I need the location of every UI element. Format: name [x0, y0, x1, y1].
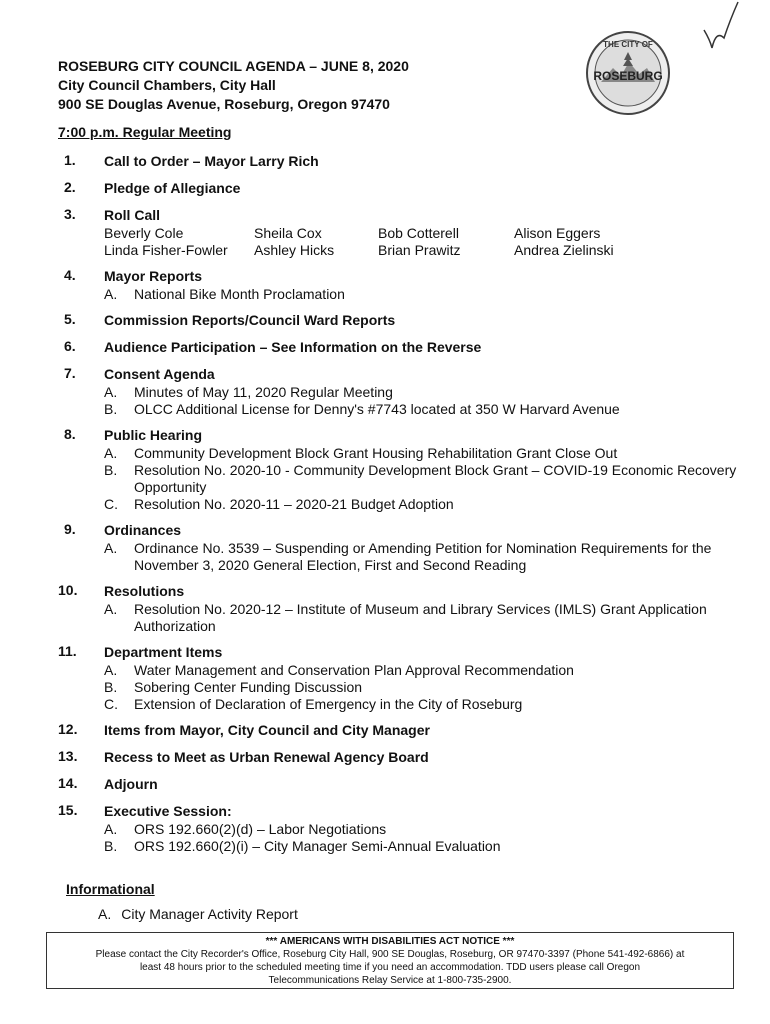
council-member: Linda Fisher-Fowler: [104, 242, 228, 258]
agenda-title: ROSEBURG CITY COUNCIL AGENDA – JUNE 8, 2020: [58, 58, 409, 74]
sub-item: [104, 445, 738, 462]
item-number: 3.: [64, 206, 76, 222]
sub-item: [104, 401, 738, 418]
item-title: Department Items: [104, 644, 223, 660]
sub-item: [104, 286, 738, 303]
sub-item: [104, 662, 738, 679]
item-number: 14.: [58, 775, 78, 791]
sub-item-letter: B.: [104, 838, 118, 854]
sub-item-text: Resolution No. 2020-10 - Community Development Block Grant – COVID-19 Economic Recovery Opportunity: [134, 462, 737, 495]
item-number: 12.: [58, 721, 78, 737]
sub-item: [104, 838, 738, 855]
sub-item-text: Water Management and Conservation Plan Approval Recommendation: [134, 662, 574, 678]
item-number: 7.: [64, 365, 76, 381]
agenda-list: [58, 152, 738, 863]
item-number: 6.: [64, 338, 76, 354]
sub-item-text: OLCC Additional License for Denny's #7743 located at 350 W Harvard Avenue: [134, 401, 620, 417]
sub-item: [104, 679, 738, 696]
item-title: Roll Call: [104, 207, 161, 223]
item-number: 10.: [58, 582, 78, 598]
agenda-item-11: [58, 643, 738, 713]
agenda-item-1: [58, 152, 738, 171]
sub-item: [104, 540, 738, 574]
council-member: Beverly Cole: [104, 225, 184, 241]
svg-text:ROSEBURG: ROSEBURG: [593, 69, 663, 83]
sub-item-letter: A.: [104, 601, 118, 617]
agenda-item-9: [58, 521, 738, 574]
item-title: Adjourn: [104, 776, 158, 792]
ada-notice: [46, 932, 734, 989]
item-title: Mayor Reports: [104, 268, 203, 284]
ada-notice-line: least 48 hours prior to the scheduled meeting time if you need an accommodation. TDD users please call Oregon: [139, 962, 641, 973]
sub-item-letter: A.: [104, 384, 118, 400]
agenda-item-5: [58, 311, 738, 330]
sub-item-text: Sobering Center Funding Discussion: [134, 679, 363, 695]
city-seal-logo: [585, 30, 671, 116]
agenda-item-7: [58, 365, 738, 418]
item-title: Consent Agenda: [104, 366, 215, 382]
item-number: 9.: [64, 521, 76, 537]
sub-item-text: Resolution No. 2020-12 – Institute of Museum and Library Services (IMLS) Grant Application Authorization: [134, 601, 707, 634]
informational-item: [98, 906, 298, 922]
sub-item-letter: A.: [104, 445, 118, 461]
item-title: Commission Reports/Council Ward Reports: [104, 312, 396, 328]
item-title: Recess to Meet as Urban Renewal Agency Board: [104, 749, 429, 765]
item-title: Pledge of Allegiance: [104, 180, 241, 196]
sub-item-text: Resolution No. 2020-11 – 2020-21 Budget Adoption: [134, 496, 454, 512]
sub-item: [104, 384, 738, 401]
sub-item-letter: B.: [104, 679, 118, 695]
roll-call-list: [104, 225, 738, 259]
agenda-item-10: [58, 582, 738, 635]
ada-notice-title: *** AMERICANS WITH DISABILITIES ACT NOTICE ***: [265, 936, 515, 947]
item-title: Items from Mayor, City Council and City Manager: [104, 722, 430, 738]
sub-item: [104, 601, 738, 635]
sub-item-text: Minutes of May 11, 2020 Regular Meeting: [134, 384, 393, 400]
svg-text:THE CITY OF: THE CITY OF: [603, 40, 653, 49]
agenda-header: [58, 57, 409, 114]
agenda-item-6: [58, 338, 738, 357]
sub-item-letter: A.: [104, 286, 118, 302]
council-member: Brian Prawitz: [378, 242, 461, 258]
council-member: Andrea Zielinski: [514, 242, 614, 258]
item-title: Call to Order – Mayor Larry Rich: [104, 153, 319, 169]
item-title: Resolutions: [104, 583, 185, 599]
sub-item-text: ORS 192.660(2)(i) – City Manager Semi-Annual Evaluation: [134, 838, 501, 854]
sub-item: [104, 821, 738, 838]
sub-item-letter: C.: [104, 696, 118, 712]
item-number: 11.: [58, 643, 77, 659]
council-member: Bob Cotterell: [378, 225, 459, 241]
handwritten-check-mark: [700, 0, 740, 55]
ada-notice-line: Please contact the City Recorder's Office, Roseburg City Hall, 900 SE Douglas, Roseburg, OR 97470-3397 (Phone 541-492-6866) at: [95, 949, 685, 960]
council-member: Sheila Cox: [254, 225, 322, 241]
item-number: 4.: [64, 267, 76, 283]
sub-item: [104, 696, 738, 713]
sub-item-letter: B.: [104, 462, 118, 478]
meeting-time: 7:00 p.m. Regular Meeting: [58, 124, 232, 140]
agenda-item-2: [58, 179, 738, 198]
sub-item-letter: A.: [104, 540, 118, 556]
informational-heading: Informational: [66, 881, 155, 897]
item-title: Executive Session:: [104, 803, 232, 819]
item-number: 8.: [64, 426, 76, 442]
sub-item-letter: A.: [104, 821, 118, 837]
item-title: Ordinances: [104, 522, 182, 538]
agenda-item-14: [58, 775, 738, 794]
address-line: 900 SE Douglas Avenue, Roseburg, Oregon 97470: [58, 96, 390, 112]
item-number: 5.: [64, 311, 76, 327]
council-member: Ashley Hicks: [254, 242, 335, 258]
sub-item-text: ORS 192.660(2)(d) – Labor Negotiations: [134, 821, 387, 837]
agenda-item-13: [58, 748, 738, 767]
sub-item-text: Extension of Declaration of Emergency in the City of Roseburg: [134, 696, 523, 712]
venue-line: City Council Chambers, City Hall: [58, 77, 276, 93]
sub-item-letter: A.: [104, 662, 118, 678]
item-number: 15.: [58, 802, 78, 818]
sub-item-letter: C.: [104, 496, 118, 512]
sub-item-letter: B.: [104, 401, 118, 417]
item-title: Audience Participation – See Information on the Reverse: [104, 339, 482, 355]
ada-notice-line: Telecommunications Relay Service at 1-800-735-2900.: [268, 975, 512, 986]
agenda-item-8: [58, 426, 738, 513]
agenda-item-12: [58, 721, 738, 740]
item-number: 13.: [58, 748, 78, 764]
agenda-item-15: [58, 802, 738, 855]
item-number: 1.: [64, 152, 76, 168]
sub-item-text: Community Development Block Grant Housing Rehabilitation Grant Close Out: [134, 445, 618, 461]
sub-item-text: Ordinance No. 3539 – Suspending or Amending Petition for Nomination Requirements for the November 3, 2020 General Election, First and Second Reading: [134, 540, 712, 573]
info-item-text: City Manager Activity Report: [121, 906, 298, 922]
agenda-item-4: [58, 267, 738, 303]
sub-item: [104, 496, 738, 513]
sub-item: [104, 462, 738, 496]
item-number: 2.: [64, 179, 76, 195]
sub-item-text: National Bike Month Proclamation: [134, 286, 345, 302]
info-item-letter: A.: [98, 906, 112, 922]
council-member: Alison Eggers: [514, 225, 601, 241]
item-title: Public Hearing: [104, 427, 203, 443]
agenda-item-3: [58, 206, 738, 259]
